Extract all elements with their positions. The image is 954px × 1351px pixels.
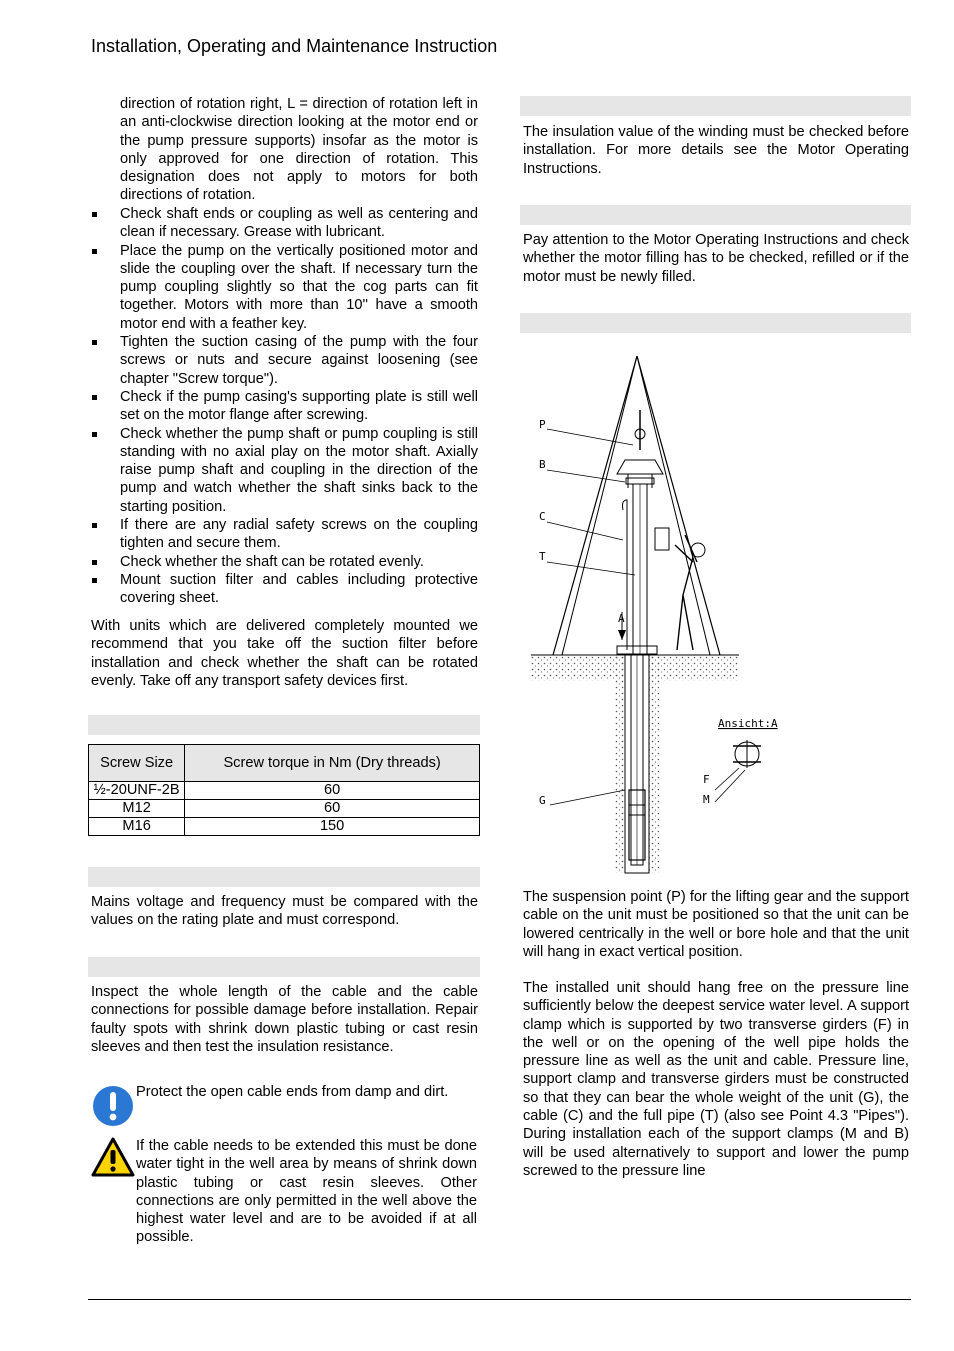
suspension-paragraph-2: The installed unit should hang free on the pressure line sufficiently below the deepest service water level. A support clamp which is supported by two transverse girders (F) in the well or on the opening of the well pipe holds the pressure line as well as the unit and cable. Pressure line, support clamp and transverse girders must be constructed so that they can bear the whole weight of the unit (G), the cable (C) and the full pipe (T) (also see Point 4.3 "Pipes"). During installation each of the support clamps (M and B) will be used alternatively to support and lower the pump screwed to the pressure line <box>523 980 909 1179</box>
label-b: B <box>539 458 546 471</box>
list-item: Check whether the pump shaft or pump coupling is still standing with no axial play on the motor shaft. Axially raise pump shaft and coupling in the direction of the pump and watch whether the shaft sinks back to the starting position. <box>91 425 478 516</box>
installation-figure <box>525 350 795 875</box>
label-g: G <box>539 794 546 807</box>
table-header: Screw Size <box>89 745 185 782</box>
footer-divider <box>88 1299 911 1300</box>
insulation-paragraph: The insulation value of the winding must be checked before installation. For more details see the Motor Operating Instructions. <box>523 124 909 177</box>
screw-torque-table <box>88 744 480 836</box>
cable-paragraph: Inspect the whole length of the cable and the cable connections for possible damage before installation. Repair faulty spots with shrink down plastic tubing or cast resin sleeves and then test the insulation resistance. <box>91 984 478 1055</box>
label-f: F <box>703 773 710 786</box>
list-item: Check if the pump casing's supporting plate is still well set on the motor flange after screwing. <box>91 388 478 425</box>
delivered-units-paragraph: With units which are delivered completely mounted we recommend that you take off the suction filter before installation and check whether the shaft can be rotated evenly. Take off any transport safety devices first. <box>91 618 478 689</box>
list-item: Place the pump on the vertically positioned motor and slide the coupling over the shaft. If necessary turn the pump coupling slightly so that the cog parts can fit together. Motors with more than 10'' have a smooth motor end with a feather key. <box>91 242 478 333</box>
list-item: Check shaft ends or coupling as well as centering and clean if necessary. Grease with lubricant. <box>91 205 478 242</box>
label-m: M <box>703 793 710 806</box>
section-bar-mains <box>88 867 480 887</box>
info-note: Protect the open cable ends from damp and dirt. <box>136 1084 449 1100</box>
mains-paragraph: Mains voltage and frequency must be compared with the values on the rating plate and must correspond. <box>91 894 478 929</box>
rotation-continuation: direction of rotation right, L = direction of rotation left in an anti-clockwise direction looking at the motor end or the pump pressure supports) insofar as the motor is only approved for one direction of rotation. This designation does not apply to motors for both directions of rotation. <box>120 96 478 204</box>
assembly-checklist <box>91 205 478 608</box>
motor-filling-paragraph: Pay attention to the Motor Operating Instructions and check whether the motor filling has to be checked, refilled or if the motor must be newly filled. <box>523 232 909 285</box>
table-row: M16 150 <box>89 818 480 836</box>
label-a: A <box>618 612 625 625</box>
label-view-a: Ansicht:A <box>718 717 778 730</box>
list-item: Mount suction filter and cables including protective covering sheet. <box>91 571 478 608</box>
list-item: Check whether the shaft can be rotated evenly. <box>91 553 478 571</box>
bullet-icon <box>92 523 97 528</box>
section-bar-screw-torque <box>88 715 480 735</box>
bullet-icon <box>92 432 97 437</box>
section-bar-motor-filling <box>520 205 911 225</box>
bullet-icon <box>92 578 97 583</box>
table-row: ½-20UNF-2B 60 <box>89 782 480 800</box>
bullet-icon <box>92 249 97 254</box>
section-bar-installation <box>520 313 911 333</box>
label-p: P <box>539 418 546 431</box>
label-c: C <box>539 510 546 523</box>
label-t: T <box>539 550 546 563</box>
section-bar-insulation <box>520 96 911 116</box>
table-header: Screw torque in Nm (Dry threads) <box>185 745 480 782</box>
bullet-icon <box>92 212 97 217</box>
section-bar-cable <box>88 957 480 977</box>
suspension-paragraph-1: The suspension point (P) for the lifting gear and the support cable on the unit must be positioned so that the unit can be lowered centrically in the well or bore hole and that the unit will hang in exact vertical position. <box>523 889 909 960</box>
list-item: If there are any radial safety screws on the coupling tighten and secure them. <box>91 516 478 553</box>
warning-note: If the cable needs to be extended this must be done water tight in the well area by means of shrink down plastic tubing or cast resin sleeves. Other connections are only permitted in the well above the highest water level and are to be avoided if at all possible. <box>136 1138 477 1246</box>
bullet-icon <box>92 560 97 565</box>
table-row: M12 60 <box>89 800 480 818</box>
bullet-icon <box>92 340 97 345</box>
list-item: Tighten the suction casing of the pump with the four screws or nuts and secure against loosening (see chapter "Screw torque"). <box>91 333 478 388</box>
warning-icon <box>91 1137 135 1182</box>
page-title: Installation, Operating and Maintenance Instruction <box>91 36 498 56</box>
info-icon <box>92 1085 134 1132</box>
bullet-icon <box>92 395 97 400</box>
